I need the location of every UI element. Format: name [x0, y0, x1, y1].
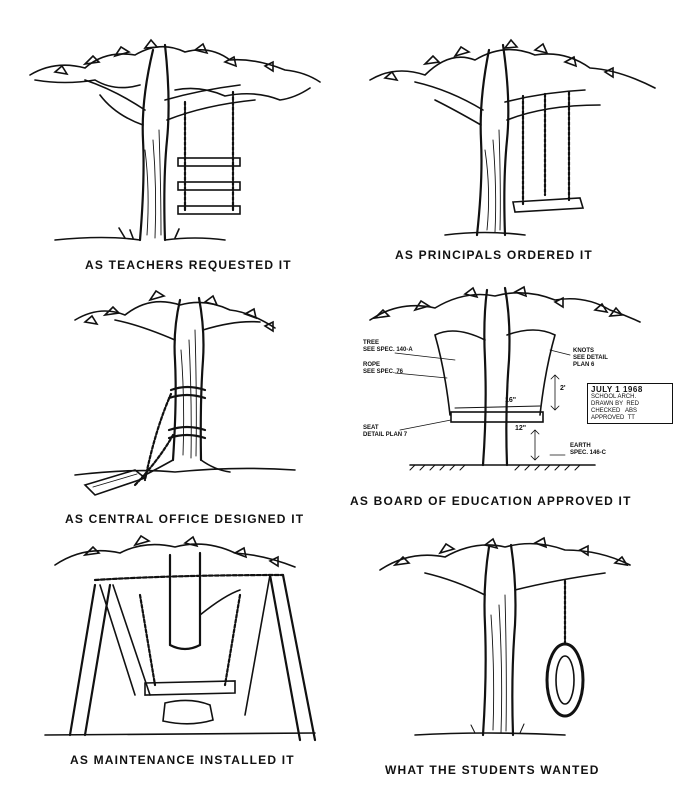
tree-swing-board-illustration	[355, 280, 676, 480]
stamp-sub: SCHOOL ARCH. DRAWN BY RED CHECKED ABS APPROVED TT	[591, 394, 640, 421]
tree-swing-maintenance-illustration	[25, 535, 325, 750]
annotation-seat: SEAT DETAIL PLAN 7	[363, 425, 408, 438]
panel-central-office	[55, 290, 355, 530]
annotation-tree: TREE SEE SPEC. 140-A	[363, 340, 413, 353]
title-block-stamp	[587, 383, 673, 424]
stamp-title: JULY 1 1968	[591, 385, 643, 394]
dimension-width: 16"	[505, 397, 517, 404]
caption-teachers: AS TEACHERS REQUESTED IT	[85, 258, 292, 272]
tree-swing-principals-illustration	[365, 30, 665, 250]
panel-principals	[365, 30, 665, 275]
dimension-height: 2'	[560, 385, 566, 392]
panel-maintenance	[25, 535, 325, 775]
dimension-seat: 12"	[515, 425, 527, 432]
panel-students	[365, 535, 665, 780]
caption-maintenance: AS MAINTENANCE INSTALLED IT	[70, 753, 295, 767]
panel-board	[350, 280, 676, 520]
tree-swing-central-office-illustration	[55, 290, 355, 510]
tree-swing-teachers-illustration	[25, 30, 325, 250]
panel-teachers	[25, 30, 325, 275]
caption-board: AS BOARD OF EDUCATION APPROVED IT	[350, 494, 632, 508]
annotation-knots: KNOTS SEE DETAIL PLAN 6	[573, 348, 608, 368]
tree-swing-students-illustration	[365, 535, 665, 750]
caption-central-office: AS CENTRAL OFFICE DESIGNED IT	[65, 512, 305, 526]
caption-principals: AS PRINCIPALS ORDERED IT	[395, 248, 593, 262]
caption-students: WHAT THE STUDENTS WANTED	[385, 763, 600, 777]
annotation-rope: ROPE SEE SPEC. 76	[363, 362, 404, 375]
annotation-earth: EARTH SPEC. 146-C	[570, 443, 607, 456]
